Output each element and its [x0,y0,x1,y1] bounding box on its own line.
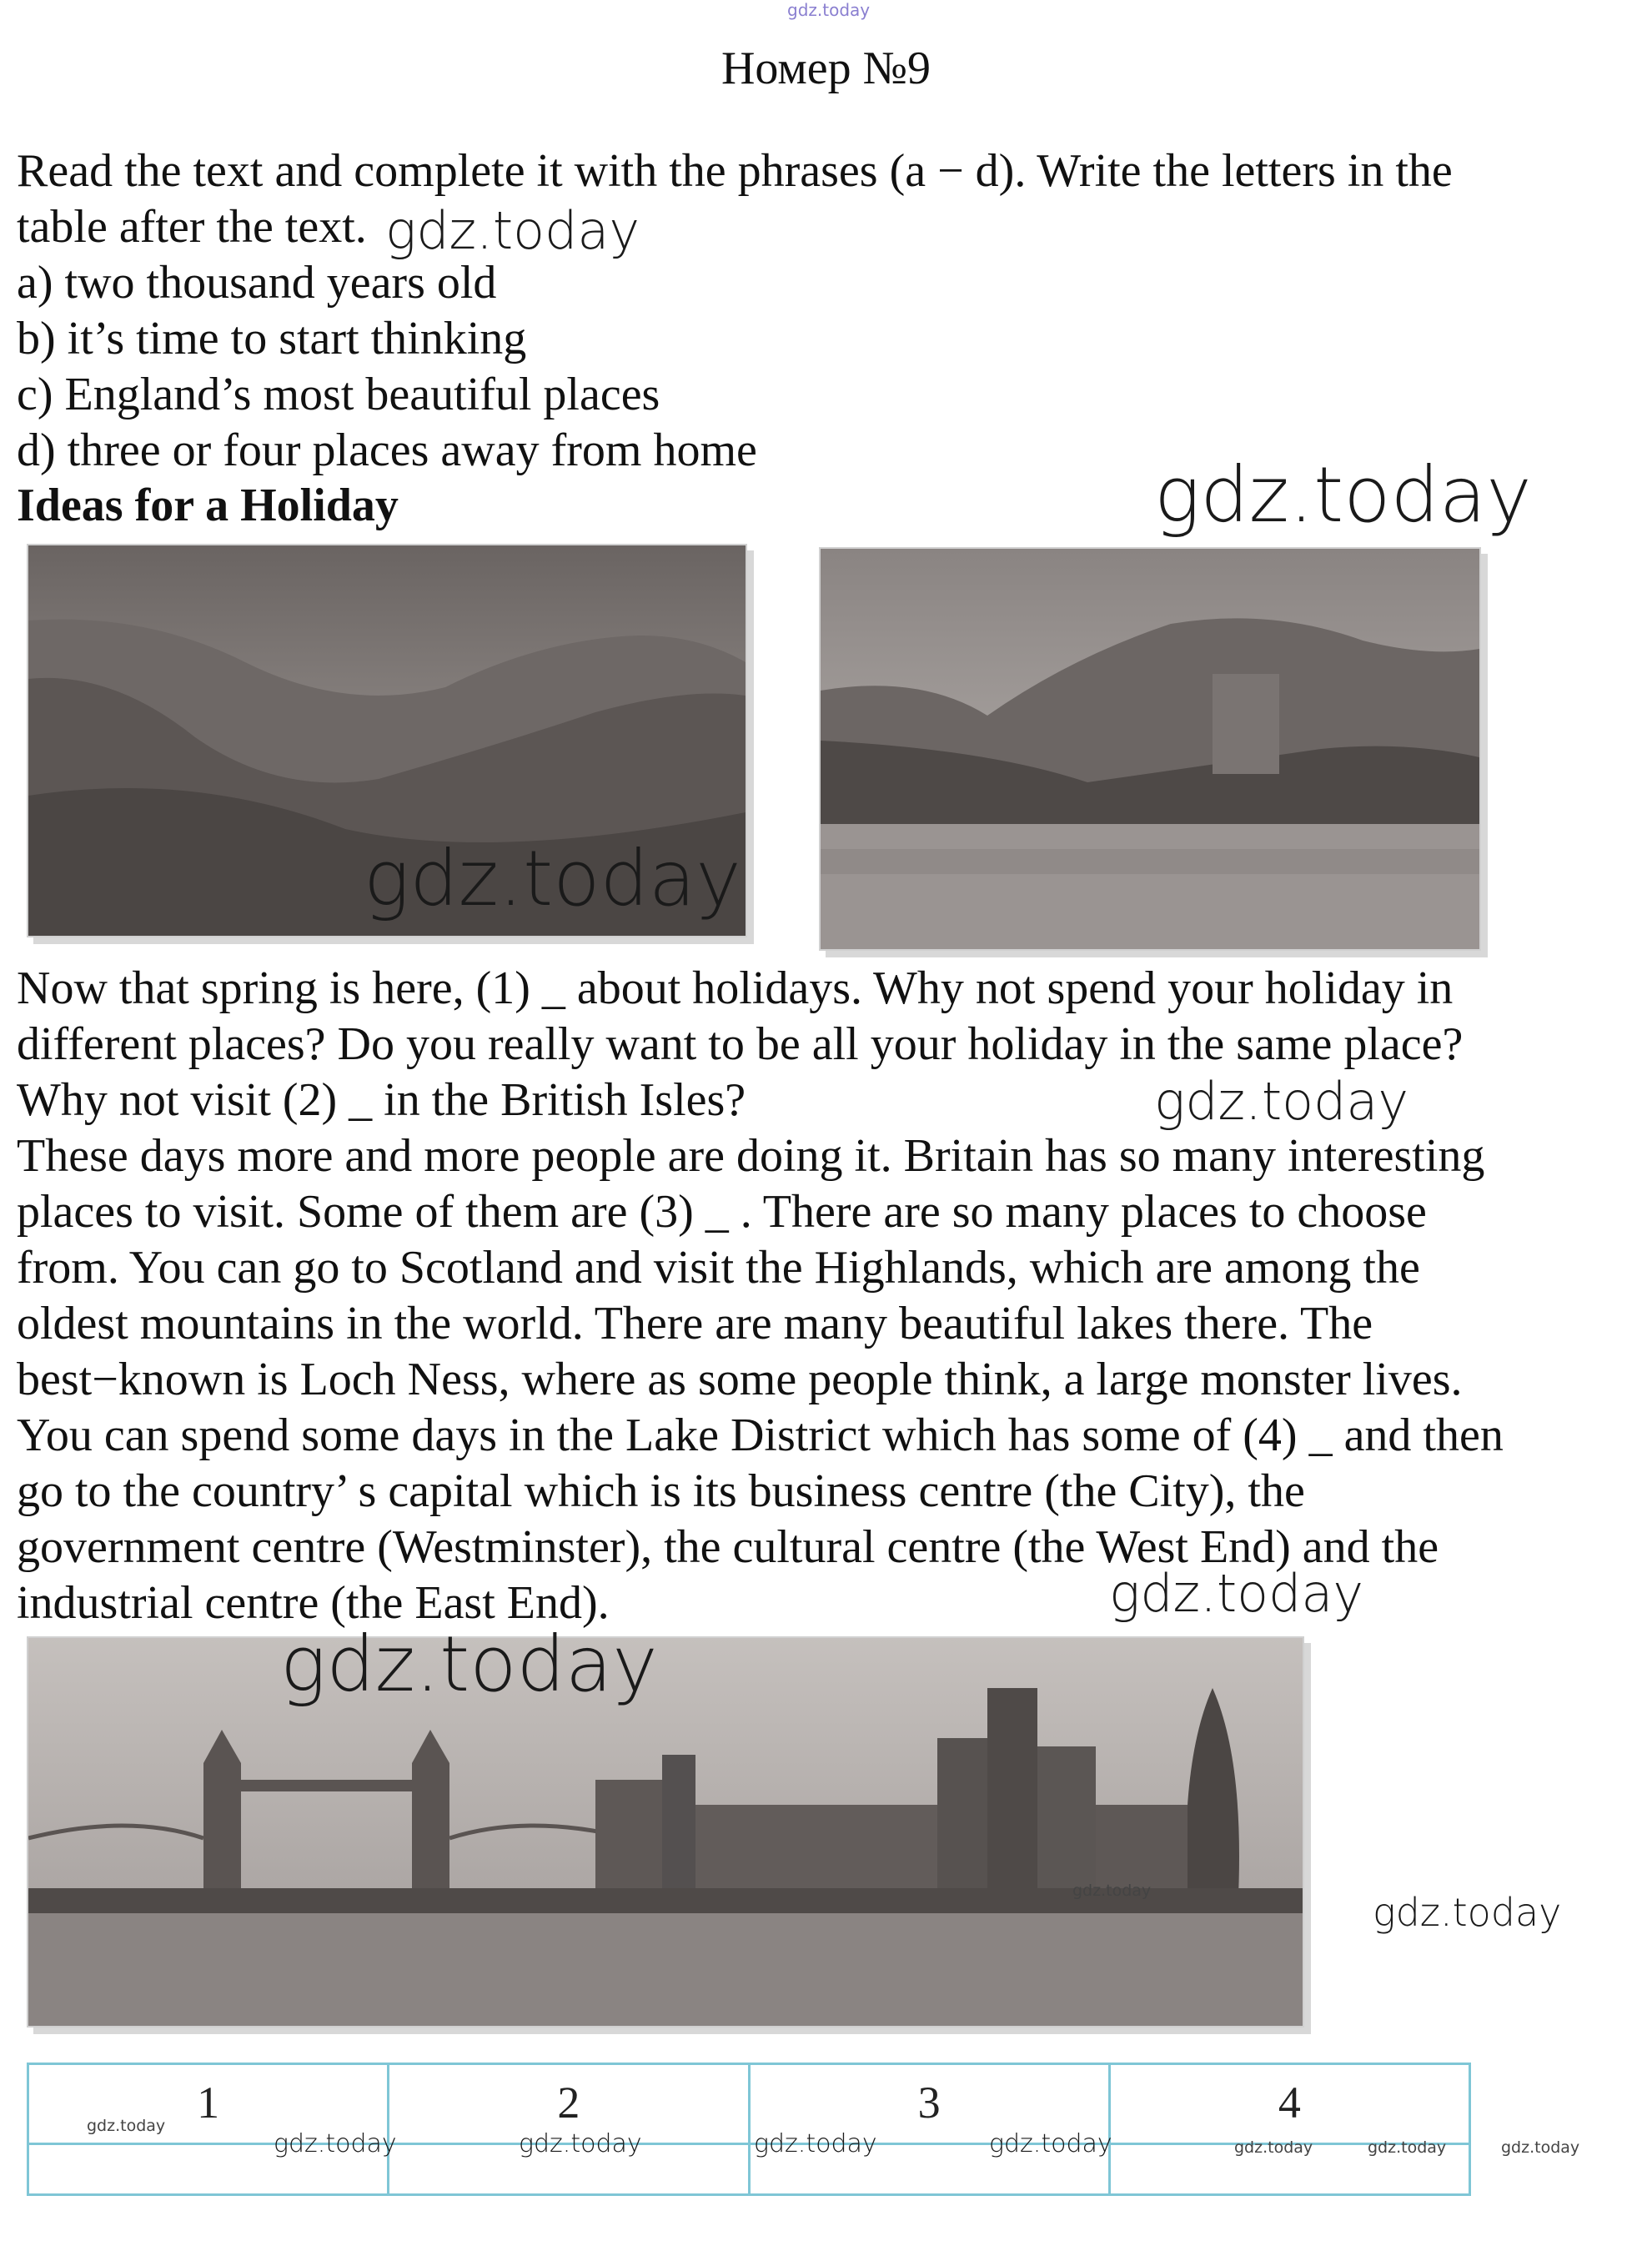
text-line-4: These days more and more people are doing it. Britain has so many interesting [17,1130,1485,1182]
watermark: gdz.today [754,2129,877,2158]
phrase-b: b) it’s time to start thinking [17,313,527,364]
text-line-9: You can spend some days in the Lake District which has some of (4) _ and then [17,1409,1504,1461]
watermark: gdz.today [1154,1071,1409,1132]
watermark: gdz.today [1501,2138,1580,2157]
answer-header-1: 1 [28,2064,389,2144]
london-photo [27,1636,1304,2027]
text-line-6: from. You can go to Scotland and visit the Highlands, which are among the [17,1242,1420,1294]
answer-header-4: 4 [1109,2064,1469,2144]
top-watermark: gdz.today [787,0,871,20]
phrase-c: c) England’s most beautiful places [17,369,660,420]
text-line-10: go to the country’ s capital which is its business centre (the City), the [17,1465,1305,1517]
answer-header-3: 3 [749,2064,1109,2144]
answer-table [27,2063,1471,2196]
watermark: gdz.today [989,2129,1112,2158]
watermark: gdz.today [1109,1563,1364,1624]
watermark: gdz.today [1373,1890,1562,1935]
watermark: gdz.today [364,834,741,923]
text-line-8: best−known is Loch Ness, where as some people think, a large monster lives. [17,1354,1463,1405]
instruction-line-1: Read the text and complete it with the phrases (a − d). Write the letters in the [17,145,1453,197]
text-line-2: different places? Do you really want to be all your holiday in the same place? [17,1018,1464,1070]
text-line-5: places to visit. Some of them are (3) _ . There are so many places to choose [17,1186,1427,1238]
text-line-12: industrial centre (the East End). [17,1577,610,1629]
phrase-a: a) two thousand years old [17,257,497,309]
watermark: gdz.today [280,1620,658,1709]
watermark: gdz.today [1234,2138,1313,2157]
text-line-7: oldest mountains in the world. There are many beautiful lakes there. The [17,1298,1373,1349]
watermark: gdz.today [274,2129,397,2158]
watermark: gdz.today [385,200,640,261]
text-line-11: government centre (Westminster), the cultural centre (the West End) and the [17,1521,1439,1573]
text-line-1: Now that spring is here, (1) _ about holidays. Why not spend your holiday in [17,962,1454,1014]
loch-image [821,549,1479,949]
loch-photo [819,547,1481,951]
watermark: gdz.today [519,2129,642,2158]
watermark: gdz.today [1072,1882,1152,1900]
text-line-3: Why not visit (2) _ in the British Isles? [17,1074,746,1126]
watermark: gdz.today [87,2117,166,2135]
phrase-d: d) three or four places away from home [17,425,757,476]
page-title: Номер №9 [721,43,931,94]
london-image [28,1638,1303,2026]
answer-header-2: 2 [389,2064,749,2144]
section-title: Ideas for a Holiday [17,480,399,531]
watermark: gdz.today [1154,450,1532,540]
watermark: gdz.today [1368,2138,1447,2157]
instruction-line-2: table after the text. [17,201,367,253]
